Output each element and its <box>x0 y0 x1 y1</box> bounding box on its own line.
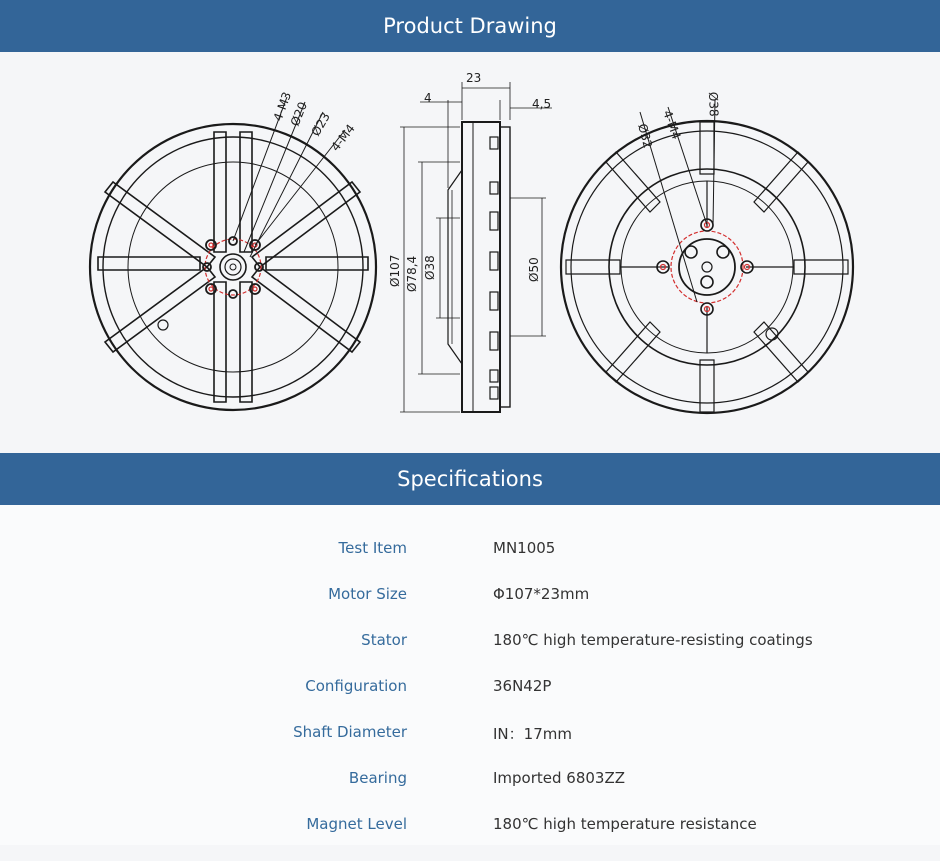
dim-4-m4-label: 4-M4 <box>328 121 358 154</box>
spec-row-shaft-diameter <box>0 723 940 769</box>
motor-drawing-svg <box>0 52 940 453</box>
dim-4-m3-label: 4-M3 <box>270 90 295 124</box>
dim-d78-4-label: Ø78,4 <box>405 255 419 292</box>
spec-row-bearing <box>0 769 940 815</box>
specifications-header <box>0 453 940 505</box>
spec-label: Test Item <box>338 539 407 557</box>
side-view <box>400 82 552 412</box>
spec-value: 180℃ high temperature resistance <box>493 815 757 833</box>
specifications-title: Specifications <box>397 467 543 491</box>
spec-label: Bearing <box>348 769 407 787</box>
dim-d20-label: Ø20 <box>287 99 311 129</box>
spec-value: IN：17mm <box>493 725 572 743</box>
dim-d107-label: Ø107 <box>388 254 402 287</box>
spec-row-test-item <box>0 539 940 585</box>
product-drawing-title: Product Drawing <box>383 14 557 38</box>
spec-value: 36N42P <box>493 677 552 695</box>
front-view-labels <box>271 90 358 154</box>
spec-label: Magnet Level <box>306 815 407 833</box>
specifications-table <box>0 505 940 845</box>
dim-d38-label: Ø38 <box>423 255 437 280</box>
spec-label: Shaft Diameter <box>293 723 407 741</box>
spec-value: Φ107*23mm <box>493 585 590 603</box>
spec-value: Imported 6803ZZ <box>493 769 626 787</box>
dim-4-5-label: 4,5 <box>532 97 552 111</box>
product-drawing <box>0 52 940 453</box>
product-drawing-header <box>0 0 940 52</box>
spec-row-magnet-level <box>0 815 940 861</box>
dim-4-label: 4 <box>424 91 432 105</box>
dim-d23-label: Ø23 <box>308 110 333 139</box>
back-view <box>561 100 853 413</box>
spec-label: Stator <box>361 631 407 649</box>
spec-label: Configuration <box>305 677 407 695</box>
side-view-labels <box>388 71 551 292</box>
spec-row-motor-size <box>0 585 940 631</box>
spec-value: 180℃ high temperature-resisting coatings <box>493 631 813 649</box>
spec-label: Motor Size <box>328 585 407 603</box>
dim-4-m4-back-label: 4-M4 <box>660 108 684 142</box>
spec-value: MN1005 <box>493 539 556 557</box>
spec-row-configuration <box>0 677 940 723</box>
spec-row-stator <box>0 631 940 677</box>
dim-23-label: 23 <box>466 71 482 85</box>
dim-d38-back-label: Ø38 <box>706 91 721 117</box>
dim-d32-label: Ø32 <box>635 122 656 150</box>
dim-d50-label: Ø50 <box>527 257 541 282</box>
